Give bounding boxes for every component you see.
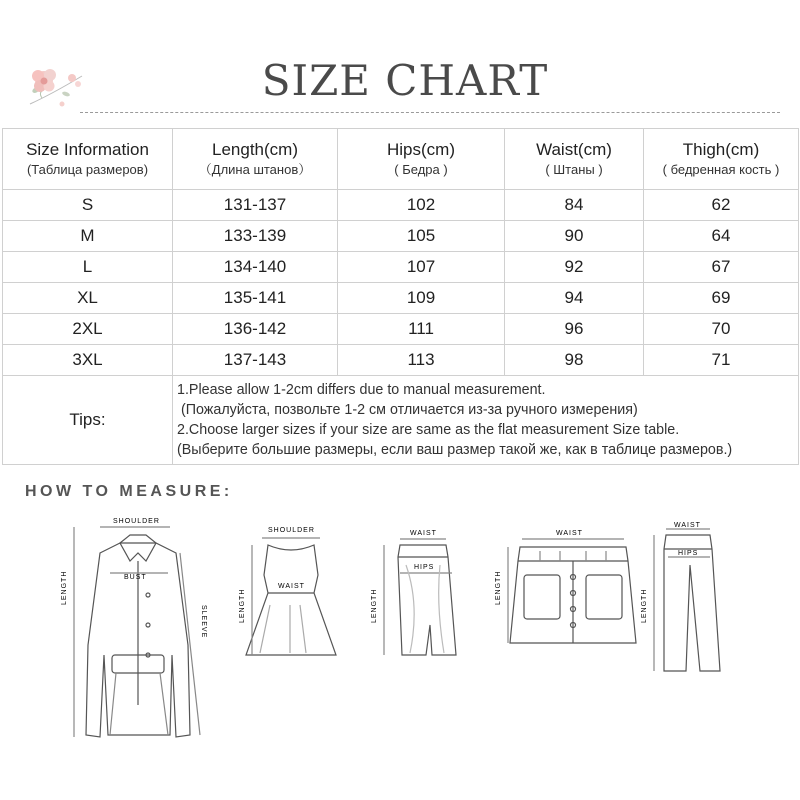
column-header-sublabel: ( Бедра ) xyxy=(394,162,448,177)
waist-cell: 96 xyxy=(505,314,644,345)
pants-hips-label: HIPS xyxy=(678,550,699,557)
waist-cell: 90 xyxy=(505,221,644,252)
tip-line: (Выберите большие размеры, если ваш размер такой же, как в таблице размеров.) xyxy=(177,442,733,458)
column-header-sublabel: ( бедренная кость ) xyxy=(662,162,780,177)
pants-length-label: LENGTH xyxy=(641,588,648,623)
flower-decoration-icon xyxy=(22,64,92,114)
hips-cell: 102 xyxy=(338,190,505,221)
table-row xyxy=(3,252,799,283)
column-header-label: Size Information xyxy=(26,140,149,159)
column-header-sublabel: (Таблица размеров) xyxy=(26,162,149,177)
size-cell: 3XL xyxy=(3,345,173,376)
table-row xyxy=(3,345,799,376)
jacket-sleeve-label: SLEEVE xyxy=(200,605,207,639)
length-cell: 135-141 xyxy=(173,283,338,314)
length-cell: 131-137 xyxy=(173,190,338,221)
jacket-length-label: LENGTH xyxy=(61,570,68,605)
skirt-waist-label: WAIST xyxy=(410,530,437,537)
size-cell: L xyxy=(3,252,173,283)
column-header-label: Hips(cm) xyxy=(387,140,455,159)
jacket-shoulder-label: SHOULDER xyxy=(113,518,160,525)
dress-shoulder-label: SHOULDER xyxy=(268,527,315,534)
jacket-diagram xyxy=(74,527,200,737)
hips-cell: 109 xyxy=(338,283,505,314)
length-cell: 134-140 xyxy=(173,252,338,283)
skirt-hips-label: HIPS xyxy=(414,564,435,571)
dress-waist-label: WAIST xyxy=(278,583,305,590)
table-row xyxy=(3,190,799,221)
column-header-label: Length(cm) xyxy=(212,140,298,159)
size-cell: S xyxy=(3,190,173,221)
column-header-sublabel: ( Штаны ) xyxy=(545,162,603,177)
hips-cell: 107 xyxy=(338,252,505,283)
waist-cell: 98 xyxy=(505,345,644,376)
table-header-row xyxy=(3,129,799,190)
tips-text xyxy=(173,376,799,465)
pants-waist-label: WAIST xyxy=(674,522,701,529)
size-table xyxy=(2,128,799,465)
dress-diagram xyxy=(246,538,336,655)
skirt-length-label: LENGTH xyxy=(371,588,378,623)
column-header xyxy=(338,129,505,190)
jacket-bust-label: BUST xyxy=(124,574,147,581)
thigh-cell: 62 xyxy=(644,190,799,221)
hips-cell: 113 xyxy=(338,345,505,376)
thigh-cell: 71 xyxy=(644,345,799,376)
size-cell: M xyxy=(3,221,173,252)
column-header-label: Thigh(cm) xyxy=(682,140,760,159)
thigh-cell: 64 xyxy=(644,221,799,252)
denim-skirt-diagram xyxy=(508,539,636,643)
tips-row xyxy=(3,376,799,465)
measurement-diagrams xyxy=(0,505,800,800)
length-cell: 133-139 xyxy=(173,221,338,252)
column-header xyxy=(644,129,799,190)
column-header-sublabel: （Длина штанов） xyxy=(198,162,312,177)
column-header xyxy=(173,129,338,190)
column-header xyxy=(3,129,173,190)
skirt-diagram xyxy=(384,539,456,655)
divider xyxy=(80,112,780,113)
length-cell: 136-142 xyxy=(173,314,338,345)
size-cell: 2XL xyxy=(3,314,173,345)
waist-cell: 92 xyxy=(505,252,644,283)
hips-cell: 111 xyxy=(338,314,505,345)
page-title: SIZE CHART xyxy=(261,56,549,105)
denim-waist-label: WAIST xyxy=(556,530,583,537)
waist-cell: 94 xyxy=(505,283,644,314)
header xyxy=(0,0,800,118)
waist-cell: 84 xyxy=(505,190,644,221)
thigh-cell: 67 xyxy=(644,252,799,283)
tips-label: Tips: xyxy=(3,376,173,465)
hips-cell: 105 xyxy=(338,221,505,252)
table-row xyxy=(3,314,799,345)
thigh-cell: 70 xyxy=(644,314,799,345)
dress-length-label: LENGTH xyxy=(239,588,246,623)
length-cell: 137-143 xyxy=(173,345,338,376)
column-header-label: Waist(cm) xyxy=(536,140,612,159)
table-row xyxy=(3,283,799,314)
how-to-measure-heading: HOW TO MEASURE: xyxy=(25,483,233,500)
tip-line: 2.Choose larger sizes if your size are same as the flat measurement Size table. xyxy=(177,422,680,438)
tip-line: 1.Please allow 1-2cm differs due to manual measurement. xyxy=(177,382,546,398)
tip-line: (Пожалуйста, позвольте 1-2 см отличается из-за ручного измерения) xyxy=(177,402,638,418)
denim-length-label: LENGTH xyxy=(495,570,502,605)
table-row xyxy=(3,221,799,252)
column-header xyxy=(505,129,644,190)
thigh-cell: 69 xyxy=(644,283,799,314)
size-cell: XL xyxy=(3,283,173,314)
